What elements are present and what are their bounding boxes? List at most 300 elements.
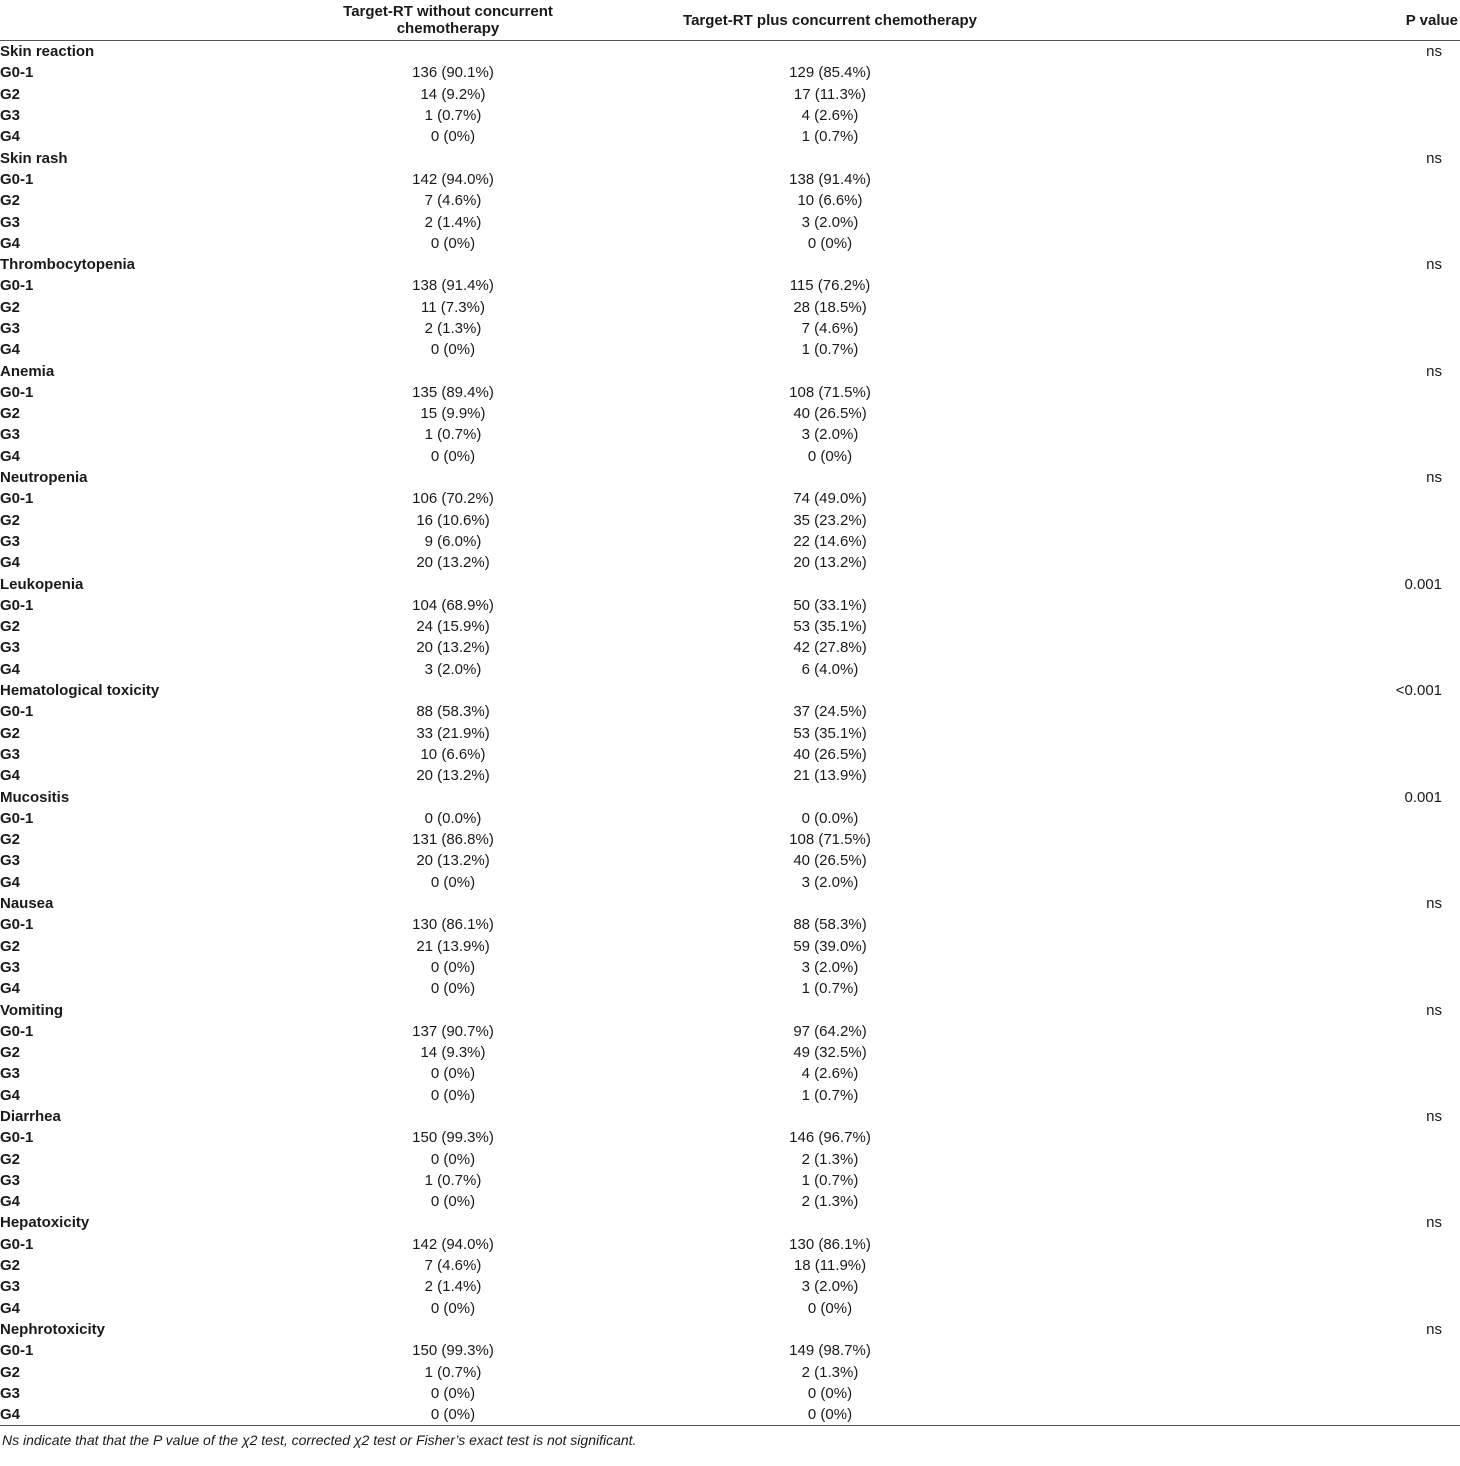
value-without-chemo: 138 (91.4%) <box>412 277 494 295</box>
grade-label: G4 <box>0 980 21 998</box>
empty-cell <box>570 360 1090 381</box>
value-without-chemo: 0 (0%) <box>430 1065 476 1083</box>
p-value: ns <box>1426 362 1442 380</box>
value-with-chemo: 149 (98.7%) <box>789 1342 871 1360</box>
value-without-chemo: 130 (86.1%) <box>412 916 494 934</box>
empty-cell <box>570 1106 1090 1127</box>
value-without-chemo: 137 (90.7%) <box>412 1022 494 1040</box>
value-without-chemo: 10 (6.6%) <box>420 745 486 763</box>
table-row <box>0 1148 1460 1169</box>
group-name: Nephrotoxicity <box>0 1320 106 1338</box>
table-row <box>0 1383 1460 1404</box>
value-without-chemo: 7 (4.6%) <box>424 192 482 210</box>
grade-label: G3 <box>0 107 21 125</box>
value-with-chemo: 4 (2.6%) <box>801 107 859 125</box>
group-header-row <box>0 254 1460 275</box>
group-name: Skin rash <box>0 149 68 167</box>
table-row <box>0 957 1460 978</box>
value-without-chemo: 14 (9.2%) <box>420 85 486 103</box>
empty-cell <box>1090 488 1460 509</box>
p-value: ns <box>1426 43 1442 61</box>
empty-cell <box>1090 84 1460 105</box>
table-row <box>0 637 1460 658</box>
grade-label: G3 <box>0 639 21 657</box>
header-label <box>0 0 200 41</box>
empty-cell <box>200 1106 570 1127</box>
value-without-chemo: 0 (0%) <box>430 1150 476 1168</box>
empty-cell <box>200 467 570 488</box>
table-row <box>0 872 1460 893</box>
value-without-chemo: 2 (1.3%) <box>424 320 482 337</box>
group-name: Hepatoxicity <box>0 1214 90 1232</box>
p-value: ns <box>1426 1001 1442 1019</box>
table-row <box>0 84 1460 105</box>
empty-cell <box>1090 1063 1460 1084</box>
grade-label: G3 <box>0 1384 21 1402</box>
value-without-chemo: 0 (0%) <box>430 1086 476 1104</box>
grade-label: G2 <box>0 192 21 210</box>
empty-cell <box>1090 382 1460 403</box>
grade-label: G0-1 <box>0 703 34 721</box>
value-without-chemo: 11 (7.3%) <box>421 298 485 316</box>
empty-cell <box>1090 1234 1460 1255</box>
value-without-chemo: 20 (13.2%) <box>416 639 490 657</box>
empty-cell <box>1090 1021 1460 1042</box>
value-without-chemo: 3 (2.0%) <box>424 660 482 678</box>
value-without-chemo: 0 (0%) <box>430 447 476 465</box>
value-with-chemo: 3 (2.0%) <box>801 1278 859 1296</box>
empty-cell <box>200 1319 570 1340</box>
table-row <box>0 339 1460 360</box>
value-with-chemo: 17 (11.3%) <box>793 85 867 103</box>
table-row <box>0 446 1460 467</box>
grade-label: G3 <box>0 745 21 763</box>
value-without-chemo: 20 (13.2%) <box>416 554 490 572</box>
table-row <box>0 1404 1460 1426</box>
group-header-row <box>0 680 1460 701</box>
value-with-chemo: 7 (4.6%) <box>801 320 859 337</box>
value-with-chemo: 130 (86.1%) <box>789 1235 871 1253</box>
p-value: 0.001 <box>1404 575 1442 593</box>
table-row <box>0 190 1460 211</box>
empty-cell <box>1090 297 1460 318</box>
value-without-chemo: 15 (9.9%) <box>420 405 486 423</box>
table-row <box>0 1042 1460 1063</box>
table-row <box>0 382 1460 403</box>
value-without-chemo: 106 (70.2%) <box>412 490 494 508</box>
grade-label: G0-1 <box>0 383 34 401</box>
table-row <box>0 850 1460 871</box>
group-header-row <box>0 573 1460 594</box>
empty-cell <box>1090 1191 1460 1212</box>
grade-label: G3 <box>0 320 21 337</box>
group-name: Diarrhea <box>0 1107 61 1125</box>
empty-cell <box>1090 872 1460 893</box>
value-without-chemo: 131 (86.8%) <box>412 831 494 849</box>
value-without-chemo: 0 (0%) <box>430 1384 476 1402</box>
grade-label: G3 <box>0 426 21 444</box>
group-name: Hematological toxicity <box>0 682 160 700</box>
grade-label: G2 <box>0 1150 21 1168</box>
value-with-chemo: 1 (0.7%) <box>801 1086 859 1104</box>
grade-label: G0-1 <box>0 596 34 614</box>
grade-label: G3 <box>0 958 21 976</box>
empty-cell <box>200 786 570 807</box>
group-header-row <box>0 360 1460 381</box>
grade-label: G2 <box>0 85 21 103</box>
grade-label: G2 <box>0 405 21 423</box>
empty-cell <box>200 360 570 381</box>
table-row <box>0 424 1460 445</box>
empty-cell <box>1090 424 1460 445</box>
p-value: ns <box>1426 469 1442 487</box>
table-row <box>0 1234 1460 1255</box>
grade-label: G2 <box>0 724 21 742</box>
empty-cell <box>1090 829 1460 850</box>
p-value: ns <box>1426 256 1442 274</box>
value-with-chemo: 40 (26.5%) <box>793 405 867 423</box>
value-with-chemo: 1 (0.7%) <box>801 980 859 998</box>
empty-cell <box>1090 446 1460 467</box>
value-without-chemo: 142 (94.0%) <box>412 170 494 188</box>
table-row <box>0 744 1460 765</box>
value-with-chemo: 3 (2.0%) <box>801 958 859 976</box>
group-name: Vomiting <box>0 1001 64 1019</box>
empty-cell <box>570 893 1090 914</box>
table-footnote: Ns indicate that that the P value of the χ2 test, corrected χ2 test or Fisher’s exact test is not significant. <box>2 1432 637 1449</box>
table-row <box>0 531 1460 552</box>
value-without-chemo: 0 (0%) <box>430 1299 476 1317</box>
grade-label: G4 <box>0 873 21 891</box>
value-with-chemo: 3 (2.0%) <box>801 426 859 444</box>
table-row <box>0 723 1460 744</box>
value-with-chemo: 18 (11.9%) <box>793 1257 867 1275</box>
empty-cell <box>1090 1298 1460 1319</box>
value-without-chemo: 14 (9.3%) <box>420 1044 486 1062</box>
empty-cell <box>1090 339 1460 360</box>
empty-cell <box>570 999 1090 1020</box>
empty-cell <box>1090 914 1460 935</box>
table-row <box>0 211 1460 232</box>
grade-label: G3 <box>0 213 21 231</box>
empty-cell <box>1090 126 1460 147</box>
table-row <box>0 935 1460 956</box>
group-name: Skin reaction <box>0 43 95 61</box>
grade-label: G3 <box>0 532 21 550</box>
empty-cell <box>1090 1340 1460 1361</box>
grade-label: G2 <box>0 831 21 849</box>
grade-label: G0-1 <box>0 916 34 934</box>
value-without-chemo: 0 (0%) <box>430 234 476 252</box>
value-without-chemo: 135 (89.4%) <box>412 383 494 401</box>
value-with-chemo: 0 (0%) <box>570 1404 1090 1426</box>
group-header-row <box>0 1319 1460 1340</box>
group-name: Neutropenia <box>0 469 88 487</box>
p-value: ns <box>1426 149 1442 167</box>
value-with-chemo: 40 (26.5%) <box>793 745 867 763</box>
value-with-chemo: 146 (96.7%) <box>789 1129 871 1147</box>
value-without-chemo: 150 (99.3%) <box>412 1342 494 1360</box>
empty-cell <box>1090 978 1460 999</box>
value-with-chemo: 3 (2.0%) <box>801 873 859 891</box>
empty-cell <box>1090 765 1460 786</box>
value-with-chemo: 0 (0.0%) <box>801 809 859 827</box>
table-header-row <box>0 0 1460 41</box>
value-without-chemo: 1 (0.7%) <box>424 107 482 125</box>
empty-cell <box>1090 1042 1460 1063</box>
empty-cell <box>1090 403 1460 424</box>
table-row <box>0 318 1460 339</box>
empty-cell <box>1090 62 1460 83</box>
group-header-row <box>0 1212 1460 1233</box>
value-without-chemo: 0 (0%) <box>430 1193 476 1211</box>
value-with-chemo: 1 (0.7%) <box>801 128 859 146</box>
table-row <box>0 510 1460 531</box>
grade-label: G0-1 <box>0 64 34 82</box>
value-with-chemo: 97 (64.2%) <box>793 1022 867 1040</box>
grade-label: G0-1 <box>0 490 34 508</box>
group-name: Nausea <box>0 895 54 913</box>
value-with-chemo: 22 (14.6%) <box>793 532 867 550</box>
table-row <box>0 1276 1460 1297</box>
value-without-chemo: 0 (0.0%) <box>424 809 482 827</box>
grade-label: G4 <box>0 660 21 678</box>
group-header-row <box>0 467 1460 488</box>
empty-cell <box>570 41 1090 63</box>
empty-cell <box>1090 1170 1460 1191</box>
value-with-chemo: 4 (2.6%) <box>801 1065 859 1083</box>
group-header-row <box>0 893 1460 914</box>
empty-cell <box>570 1319 1090 1340</box>
empty-cell <box>1090 1361 1460 1382</box>
grade-label: G4 <box>0 1086 21 1104</box>
grade-label: G4 <box>0 128 21 146</box>
value-with-chemo: 1 (0.7%) <box>801 1171 859 1189</box>
header-with-chemo: Target-RT plus concurrent chemotherapy <box>570 0 1090 41</box>
grade-label: G0-1 <box>0 809 34 827</box>
table-row <box>0 978 1460 999</box>
grade-label: G0-1 <box>0 170 34 188</box>
value-without-chemo: 0 (0%) <box>430 980 476 998</box>
grade-label: G2 <box>0 1044 21 1062</box>
empty-cell <box>1090 808 1460 829</box>
value-without-chemo: 88 (58.3%) <box>416 703 490 721</box>
table-row <box>0 1361 1460 1382</box>
p-value: ns <box>1426 1107 1442 1125</box>
empty-cell <box>1090 595 1460 616</box>
empty-cell <box>200 999 570 1020</box>
table-row <box>0 1298 1460 1319</box>
empty-cell <box>1090 850 1460 871</box>
grade-label: G3 <box>0 1278 21 1296</box>
value-with-chemo: 138 (91.4%) <box>789 170 871 188</box>
table-row <box>0 1191 1460 1212</box>
value-with-chemo: 20 (13.2%) <box>793 554 867 572</box>
grade-label: G4 <box>0 1299 21 1317</box>
table-row <box>0 616 1460 637</box>
table-row <box>0 1063 1460 1084</box>
value-without-chemo: 16 (10.6%) <box>416 511 490 529</box>
empty-cell <box>1090 701 1460 722</box>
table-row <box>0 552 1460 573</box>
value-without-chemo: 142 (94.0%) <box>412 1235 494 1253</box>
value-with-chemo: 3 (2.0%) <box>801 213 859 231</box>
grade-label: G2 <box>0 937 21 955</box>
empty-cell <box>570 680 1090 701</box>
empty-cell <box>570 1212 1090 1233</box>
value-with-chemo: 0 (0%) <box>807 447 853 465</box>
empty-cell <box>200 680 570 701</box>
empty-cell <box>1090 935 1460 956</box>
value-without-chemo: 1 (0.7%) <box>424 426 482 444</box>
group-name: Anemia <box>0 362 55 380</box>
table-row <box>0 1021 1460 1042</box>
value-without-chemo: 9 (6.0%) <box>424 532 482 550</box>
value-with-chemo: 2 (1.3%) <box>801 1363 859 1381</box>
table-row <box>0 914 1460 935</box>
grade-label: G2 <box>0 1257 21 1275</box>
value-without-chemo: 24 (15.9%) <box>416 618 490 636</box>
empty-cell <box>1090 659 1460 680</box>
empty-cell <box>1090 275 1460 296</box>
table-row <box>0 659 1460 680</box>
value-with-chemo: 0 (0%) <box>807 1384 853 1402</box>
table-body <box>0 41 1460 1426</box>
empty-cell <box>1090 552 1460 573</box>
grade-label: G0-1 <box>0 1129 34 1147</box>
value-without-chemo: 21 (13.9%) <box>416 937 490 955</box>
empty-cell <box>1090 1127 1460 1148</box>
empty-cell <box>1090 233 1460 254</box>
grade-label: G3 <box>0 1171 21 1189</box>
empty-cell <box>1090 616 1460 637</box>
value-without-chemo: 1 (0.7%) <box>424 1171 482 1189</box>
value-with-chemo: 108 (71.5%) <box>789 383 871 401</box>
value-without-chemo: 0 (0%) <box>430 958 476 976</box>
empty-cell <box>1090 1383 1460 1404</box>
empty-cell <box>1090 211 1460 232</box>
p-value: ns <box>1426 1320 1442 1338</box>
empty-cell <box>570 573 1090 594</box>
table-row <box>0 765 1460 786</box>
value-without-chemo: 104 (68.9%) <box>412 596 494 614</box>
value-without-chemo: 20 (13.2%) <box>416 852 490 870</box>
grade-label: G4 <box>0 554 21 572</box>
value-without-chemo: 7 (4.6%) <box>424 1257 482 1275</box>
table-row <box>0 126 1460 147</box>
value-with-chemo: 10 (6.6%) <box>797 192 863 210</box>
table-row <box>0 297 1460 318</box>
empty-cell <box>1090 169 1460 190</box>
value-with-chemo: 40 (26.5%) <box>793 852 867 870</box>
grade-label: G0-1 <box>0 277 34 295</box>
value-with-chemo: 50 (33.1%) <box>793 596 867 614</box>
value-without-chemo: 136 (90.1%) <box>412 64 494 82</box>
value-with-chemo: 37 (24.5%) <box>793 703 867 721</box>
value-without-chemo: 2 (1.4%) <box>424 213 482 231</box>
empty-cell <box>1090 723 1460 744</box>
value-with-chemo: 28 (18.5%) <box>793 298 867 316</box>
empty-cell <box>1090 510 1460 531</box>
table-row <box>0 275 1460 296</box>
empty-cell <box>200 573 570 594</box>
value-without-chemo: 2 (1.4%) <box>424 1278 482 1296</box>
grade-label: G2 <box>0 1363 21 1381</box>
p-value: ns <box>1426 1214 1442 1232</box>
table-row <box>0 488 1460 509</box>
grade-label: G4 <box>0 1404 200 1426</box>
table-row <box>0 233 1460 254</box>
empty-cell <box>1090 637 1460 658</box>
header-p-value: P value <box>1090 0 1460 41</box>
grade-label: G3 <box>0 852 21 870</box>
grade-label: G4 <box>0 234 21 252</box>
value-without-chemo: 0 (0%) <box>430 341 476 359</box>
grade-label: G0-1 <box>0 1235 34 1253</box>
grade-label: G2 <box>0 511 21 529</box>
group-header-row <box>0 1106 1460 1127</box>
grade-label: G4 <box>0 447 21 465</box>
value-with-chemo: 42 (27.8%) <box>793 639 867 657</box>
group-name: Thrombocytopenia <box>0 256 136 274</box>
empty-cell <box>1090 190 1460 211</box>
value-with-chemo: 21 (13.9%) <box>793 767 867 785</box>
value-without-chemo: 0 (0%) <box>430 873 476 891</box>
empty-cell <box>200 1212 570 1233</box>
p-value: <0.001 <box>1395 682 1442 700</box>
table-row <box>0 1255 1460 1276</box>
table-row <box>0 829 1460 850</box>
value-with-chemo: 0 (0%) <box>807 1299 853 1317</box>
empty-cell <box>200 254 570 275</box>
value-without-chemo: 33 (21.9%) <box>416 724 490 742</box>
grade-label: G4 <box>0 1193 21 1211</box>
empty-cell <box>1090 105 1460 126</box>
value-without-chemo: 0 (0%) <box>200 1404 570 1426</box>
value-with-chemo: 115 (76.2%) <box>789 277 871 295</box>
value-without-chemo: 20 (13.2%) <box>416 767 490 785</box>
empty-cell <box>1090 1085 1460 1106</box>
value-with-chemo: 35 (23.2%) <box>793 511 867 529</box>
table-row <box>0 595 1460 616</box>
table-row <box>0 1127 1460 1148</box>
value-with-chemo: 0 (0%) <box>807 234 853 252</box>
grade-label: G2 <box>0 618 21 636</box>
grade-label: G0-1 <box>0 1022 34 1040</box>
table-row <box>0 1340 1460 1361</box>
value-with-chemo: 74 (49.0%) <box>793 490 867 508</box>
group-header-row <box>0 41 1460 63</box>
empty-cell <box>1090 1255 1460 1276</box>
group-name: Leukopenia <box>0 575 84 593</box>
p-value: 0.001 <box>1404 788 1442 806</box>
table-row <box>0 169 1460 190</box>
grade-label: G0-1 <box>0 1342 34 1360</box>
value-with-chemo: 53 (35.1%) <box>793 724 867 742</box>
table-row <box>0 1085 1460 1106</box>
grade-label: G3 <box>0 1065 21 1083</box>
value-with-chemo: 2 (1.3%) <box>801 1150 859 1168</box>
empty-cell <box>1090 318 1460 339</box>
table-row <box>0 701 1460 722</box>
value-with-chemo: 59 (39.0%) <box>793 937 867 955</box>
value-with-chemo: 1 (0.7%) <box>801 341 859 359</box>
empty-cell <box>1090 744 1460 765</box>
empty-cell <box>1090 957 1460 978</box>
grade-label: G2 <box>0 298 21 316</box>
group-header-row <box>0 786 1460 807</box>
group-header-row <box>0 999 1460 1020</box>
